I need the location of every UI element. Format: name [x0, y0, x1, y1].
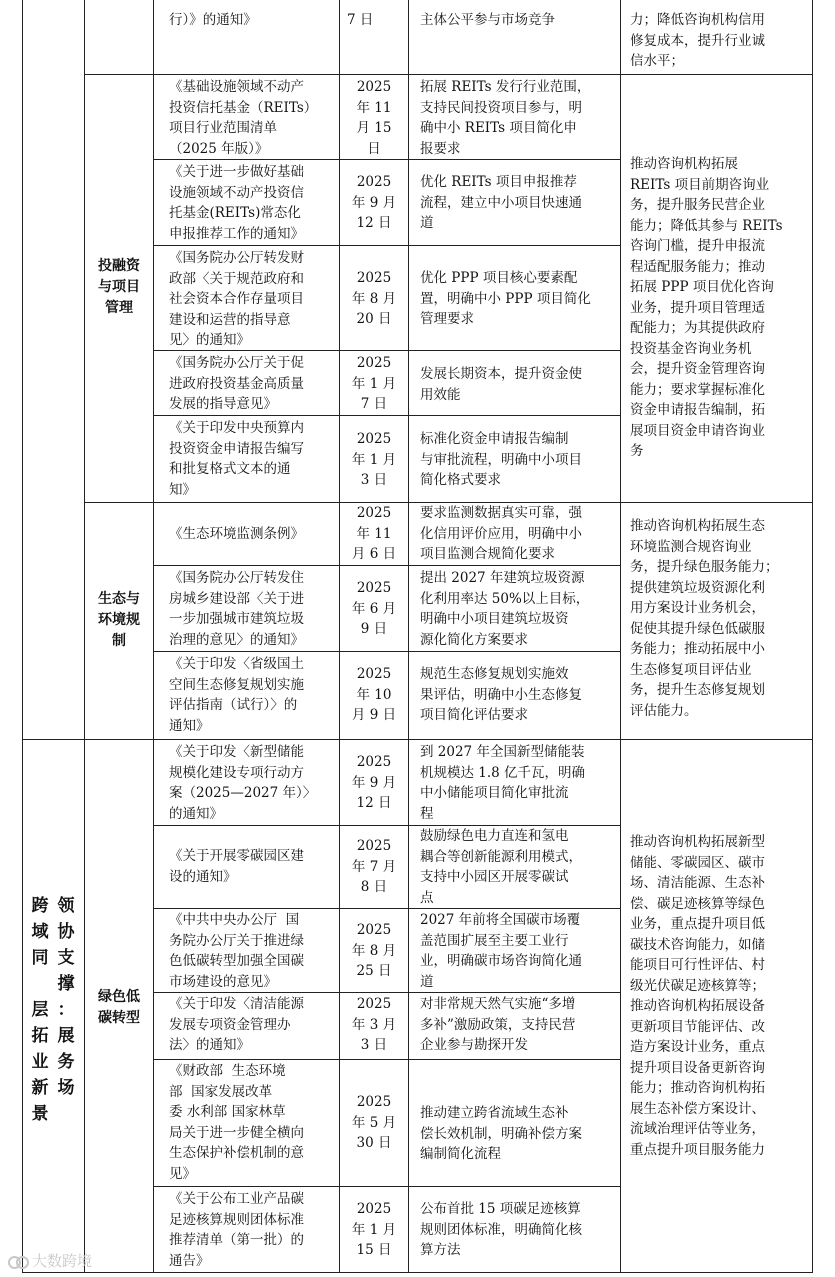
- impact-cell: 推动咨询机构拓展 REITs 项目前期咨询业 务，提升服务民营企业 能力；降低其参与 REITs 咨询门槛，提升申报流 程适配服务能力；推动 拓展 PPP 项目优化咨询 业务，提升项目管理适 配能力；为其提供政府 投资基金咨询业务机 会，提升资金管理咨询 能力；要求掌握标准化 资金申请报告编制，拓 展项目资金申请咨询业 务: [630, 156, 783, 459]
- category-label: 绿色低 碳转型: [98, 989, 140, 1026]
- watermark: [8, 1250, 92, 1271]
- content-cell: 发展长期资本，提升资金使 用效能: [420, 366, 582, 403]
- policy-cell: 《国务院办公厅转发财 政部〈关于规范政府和 社会资本合作存量项目 建设和运营的指导意 见〉的通知》: [169, 250, 304, 348]
- content-cell: 推动建立跨省流域生态补 偿长效机制，明确补偿方案 编制简化流程: [420, 1105, 582, 1162]
- policy-cell: 《关于印发〈新型储能 规模化建设专项行动方 案（2025—2027 年）〉 的通知》: [169, 744, 317, 822]
- watermark-text: 大数跨境: [32, 1252, 93, 1270]
- impact-cell: 力；降低咨询机构信用 修复成本，提升行业诚 信水平；: [630, 12, 765, 69]
- content-cell: 鼓励绿色电力直连和氢电 耦合等创新能源利用模式， 支持中小园区开展零碳试 点: [420, 828, 582, 906]
- group-label-right-column: 领 协 支 撑 ： 展 务 场: [57, 896, 75, 1098]
- policy-cell: 《财政部 生态环境 部 国家发展改革 委 水利部 国家林草 局关于进一步健全横向 生态保护补偿机制的意 见》: [169, 1063, 304, 1182]
- date-cell: 7 日: [347, 12, 374, 28]
- content-cell: 公布首批 15 项碳足迹核算 规则团体标准，明确简化核 算方法: [420, 1201, 582, 1258]
- date-cell: 2025 年 8 月 25 日: [351, 922, 397, 979]
- impact-cell: 推动咨询机构拓展生态 环境监测合规咨询业 务，提升绿色服务能力； 提供建筑垃圾资源化利 用方案设计业务机会， 促使其提升绿色低碳服 务能力；推动拓展中小 生态修复项目评估业 务，提升生态修复规划 评估能力。: [630, 518, 779, 719]
- policy-cell: 《关于印发〈省级国土 空间生态修复规划实施 评估指南（试行）〉的 通知》: [169, 656, 304, 734]
- date-cell: 2025 年 5 月 30 日: [351, 1094, 397, 1151]
- impact-cell: 推动咨询机构拓展新型 储能、零碳园区、碳市 场、清洁能源、生态补 偿、碳足迹核算等绿色 业务，重点提升项目低 碳技术咨询能力，如储 能项目可行性评估、村 级光伏碳足迹核算等； 推动咨询机构拓展设备 更新项目节能评估、改 造方案设计业务，重点 提升项目设备更新咨询 能力；推动咨询机构拓 展生态补偿方案设计、 流域治理评估等业务， 重点提升项目服务能力: [630, 834, 765, 1158]
- policy-cell: 行）》的通知》: [169, 12, 257, 28]
- date-cell: 2025 年 1 月 3 日: [351, 431, 397, 488]
- group-label-left-column: 跨 域 同 层 拓 业 新 景: [31, 896, 49, 1124]
- date-cell: 2025 年 9 月 12 日: [351, 174, 397, 231]
- policy-cell: 《关于开展零碳园区建 设的通知》: [169, 848, 304, 885]
- date-cell: 2025 年 10 月 9 日: [351, 666, 397, 723]
- policy-cell: 《国务院办公厅转发住 房城乡建设部〈关于进 一步加强城市建筑垃圾 治理的意见〉的通知》: [169, 570, 304, 648]
- policy-cell: 《基础设施领域不动产 投资信托基金（REITs） 项目行业范围清单 （2025 年版）》: [169, 79, 318, 157]
- date-cell: 2025 年 6 月 9 日: [351, 580, 397, 637]
- date-cell: 2025 年 7 月 8 日: [351, 838, 397, 895]
- content-cell: 2027 年前将全国碳市场覆 盖范围扩展至主要工业行 业，明确碳市场咨询简化通 道: [420, 912, 582, 990]
- policy-cell: 《关于进一步做好基础 设施领域不动产投资信 托基金(REITs)常态化 申报推荐工作的通知》: [169, 164, 304, 242]
- content-cell: 要求监测数据真实可靠，强 化信用评价应用，明确中小 项目监测合规简化要求: [420, 505, 582, 562]
- content-cell: 主体公平参与市场竞争: [420, 12, 555, 28]
- category-label: 生态与 环境规 制: [98, 591, 140, 649]
- date-cell: 2025 年 1 月 7 日: [351, 355, 397, 412]
- date-cell: 2025 年 11 月 15 日: [356, 79, 392, 157]
- policy-cell: 《中共中央办公厅 国 务院办公厅关于推进绿 色低碳转型加强全国碳 市场建设的意见》: [169, 912, 304, 990]
- date-cell: 2025 年 8 月 20 日: [351, 270, 397, 327]
- watermark-logo-icon: [8, 1254, 28, 1268]
- policy-cell: 《生态环境监测条例》: [169, 526, 304, 542]
- policy-cell: 《关于印发中央预算内 投资资金申请报告编写 和批复格式文本的通 知》: [169, 420, 304, 498]
- content-cell: 优化 REITs 项目申报推荐 流程，建立中小项目快速通 道: [420, 174, 582, 231]
- date-cell: 2025 年 3 月 3 日: [351, 996, 397, 1053]
- content-cell: 到 2027 年全国新型储能装 机规模达 1.8 亿千瓦，明确 中小储能项目简化审批流 程: [420, 744, 586, 822]
- date-cell: 2025 年 9 月 12 日: [351, 754, 397, 811]
- content-cell: 拓展 REITs 发行行业范围， 支持民间投资项目参与，明 确中小 REITs 项目简化申 报要求: [420, 79, 591, 157]
- policy-cell: 《关于印发〈清洁能源 发展专项资金管理办 法〉的通知》: [169, 996, 304, 1053]
- content-cell: 规范生态修复规划实施效 果评估，明确中小生态修复 项目简化评估要求: [420, 666, 582, 723]
- policy-cell: 《关于公布工业产品碳 足迹核算规则团体标准 推荐清单（第一批）的 通告》: [169, 1191, 304, 1269]
- content-cell: 对非常规天然气实施“多增 多补”激励政策，支持民营 企业参与勘探开发: [420, 996, 576, 1053]
- category-label: 投融资 与项目 管理: [98, 258, 140, 316]
- policy-cell: 《国务院办公厅关于促 进政府投资基金高质量 发展的指导意见》: [169, 355, 304, 412]
- content-cell: 优化 PPP 项目核心要素配 置，明确中小 PPP 项目简化 管理要求: [420, 270, 591, 327]
- date-cell: 2025 年 1 月 15 日: [351, 1201, 397, 1258]
- content-cell: 标准化资金申请报告编制 与审批流程，明确中小项目 简化格式要求: [420, 431, 582, 488]
- date-cell: 2025 年 11 月 6 日: [351, 505, 397, 562]
- content-cell: 提出 2027 年建筑垃圾资源 化利用率达 50%以上目标， 明确中小项目建筑垃圾资 源化简化方案要求: [420, 570, 590, 648]
